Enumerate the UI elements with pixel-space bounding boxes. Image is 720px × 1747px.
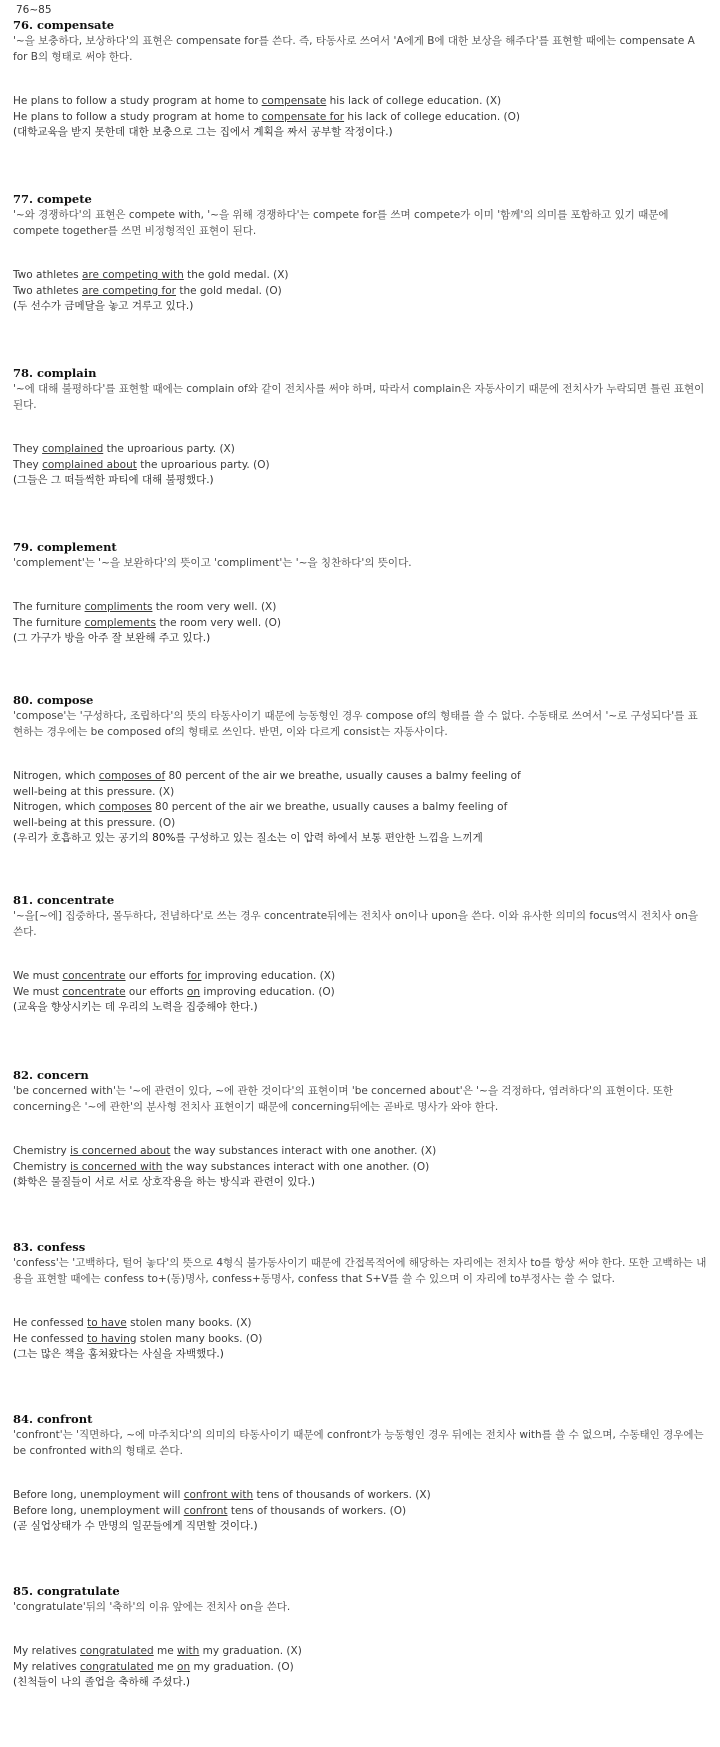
entry-title: 83. confess (13, 1240, 86, 1254)
example-line (13, 785, 707, 801)
entry-explanation: '~을[~에] 집중하다, 몰두하다, 전념하다'로 쓰는 경우 concentrate뒤에는 전치사 on이나 upon을 쓴다. 이와 유사한 의미의 focus역시 전치사 on을 쓴다. (13, 910, 699, 938)
example-block (13, 600, 707, 647)
text-segment: our efforts (125, 970, 187, 982)
example-line (13, 442, 707, 458)
entry-title: 76. compensate (13, 18, 115, 32)
text-segment: stolen many books. (X) (126, 1317, 252, 1329)
example-line (13, 985, 707, 1001)
text-segment: (우리가 호흡하고 있는 공기의 80%를 구성하고 있는 질소는 이 압력 하에서 보통 편안한 느낌을 느끼게 (13, 832, 483, 844)
underlined-phrase: compensate (261, 95, 327, 107)
text-segment: his lack of college education. (O) (344, 110, 520, 123)
translation-line (13, 473, 707, 489)
underlined-phrase: compensate for (261, 110, 345, 123)
underlined-phrase: to having (87, 1332, 137, 1345)
text-segment: Two athletes (13, 269, 82, 281)
example-block (13, 1644, 707, 1691)
text-segment: (친척들이 나의 졸업을 축하해 주셨다.) (13, 1676, 191, 1688)
text-segment: improving education. (X) (201, 970, 336, 982)
entry (13, 1584, 707, 1691)
example-line (13, 1488, 707, 1504)
text-segment: (그는 많은 책을 훔쳐왔다는 사실을 자백했다.) (13, 1348, 224, 1360)
underlined-phrase: confront (183, 1504, 228, 1517)
underlined-phrase: confront with (183, 1489, 254, 1501)
example-block (13, 769, 707, 847)
text-segment: Nitrogen, which (13, 770, 99, 782)
text-segment: the way substances interact with one another. (X) (170, 1145, 437, 1157)
entry-explanation: 'confess'는 '고백하다, 털어 놓다'의 뜻으로 4형식 불가동사이기 때문에 간접목적어에 해당하는 자리에는 전치사 to를 항상 써야 한다. 또한 고백하는 내용을 표현할 때에는 confess to+(동)명사, confess+동명사, confess that S+V를 쓸 수 있으며 이 자리에 to부정사는 쓸 수 없다. (13, 1257, 707, 1285)
entry-explanation: 'compose'는 '구성하다, 조립하다'의 뜻의 타동사이기 때문에 능동형인 경우 compose of의 형태를 쓸 수 없다. 수동태로 쓰여서 '~로 구성되다'를 표현하는 경우에는 be composed of의 형태로 쓰인다. 반면, 이와 다르게 consist는 자동사이다. (13, 710, 698, 738)
text-segment: the uproarious party. (O) (136, 458, 270, 471)
entry-explanation: 'congratulate'뒤의 '축하'의 이유 앞에는 전치사 on을 쓴다. (13, 1601, 291, 1613)
text-segment: well-being at this pressure. (X) (13, 785, 175, 798)
underlined-phrase: complained about (42, 458, 137, 471)
example-line (13, 268, 707, 284)
example-block (13, 1144, 707, 1191)
example-line (13, 769, 707, 785)
example-block (13, 1488, 707, 1535)
entry-explanation: '~와 경쟁하다'의 표현은 compete with, '~을 위해 경쟁하다'는 compete for를 쓰며 compete가 이미 '함께'의 의미를 포함하고 있기 때문에 compete together를 쓰면 비정형적인 표현이 된다. (13, 209, 669, 237)
text-segment: My relatives (13, 1660, 81, 1673)
text-segment: Before long, unemployment will (13, 1504, 184, 1517)
underlined-phrase: on (177, 1660, 191, 1673)
entry-title: 78. complain (13, 366, 97, 380)
example-line (13, 1660, 707, 1676)
example-line (13, 800, 707, 816)
text-segment: the gold medal. (O) (176, 284, 282, 297)
example-line (13, 1160, 707, 1176)
underlined-phrase: for (187, 970, 202, 982)
entry-explanation: 'complement'는 '~을 보완하다'의 뜻이고 'compliment'는 '~을 칭찬하다'의 뜻이다. (13, 557, 412, 569)
text-segment: (교육을 향상시키는 데 우리의 노력을 집중해야 한다.) (13, 1001, 258, 1013)
entry-title: 81. concentrate (13, 893, 115, 907)
entry (13, 18, 707, 141)
text-segment: We must (13, 970, 63, 982)
text-segment: (대학교육을 받지 못한데 대한 보충으로 그는 집에서 계획을 짜서 공부할 작정이다.) (13, 126, 393, 138)
text-segment: well-being at this pressure. (O) (13, 816, 176, 829)
example-line (13, 94, 707, 110)
text-segment: The furniture (13, 616, 85, 629)
text-segment: They (13, 443, 43, 455)
example-line (13, 458, 707, 474)
example-block (13, 969, 707, 1016)
text-segment: 80 percent of the air we breathe, usually causes a balmy feeling of (151, 801, 508, 813)
entry (13, 366, 707, 489)
translation-line (13, 1175, 707, 1191)
text-segment: me (153, 1660, 178, 1673)
text-segment: improving education. (O) (200, 985, 335, 998)
underlined-phrase: to have (87, 1317, 127, 1329)
example-block (13, 268, 707, 315)
text-segment: The furniture (13, 601, 85, 613)
entry-explanation: 'confront'는 '직면하다, ~에 마주치다'의 의미의 타동사이기 때문에 confront가 능동형인 경우 뒤에는 전치사 with를 쓸 수 없으며, 수동태인 경우에는 be confronted with의 형태로 쓴다. (13, 1429, 704, 1457)
text-segment: He confessed (13, 1317, 88, 1329)
text-segment: our efforts (125, 985, 187, 998)
underlined-phrase: concentrate (62, 985, 126, 998)
underlined-phrase: on (187, 985, 201, 998)
example-block (13, 442, 707, 489)
text-segment: his lack of college education. (X) (326, 95, 502, 107)
text-segment: tens of thousands of workers. (X) (253, 1489, 431, 1501)
text-segment: He plans to follow a study program at home to (13, 95, 262, 107)
example-line (13, 1504, 707, 1520)
text-segment: (곧 실업상태가 수 만명의 일꾼들에게 직면할 것이다.) (13, 1520, 258, 1532)
entry-title: 77. compete (13, 192, 92, 206)
text-segment: Two athletes (13, 284, 82, 297)
text-segment: He plans to follow a study program at home to (13, 110, 262, 123)
underlined-phrase: with (177, 1645, 200, 1657)
entry (13, 693, 707, 847)
underlined-phrase: compliments (84, 601, 153, 613)
example-line (13, 110, 707, 126)
text-segment: my graduation. (O) (190, 1660, 294, 1673)
translation-line (13, 1519, 707, 1535)
entry-title: 80. compose (13, 693, 94, 707)
entry (13, 1068, 707, 1191)
text-segment: Before long, unemployment will (13, 1489, 184, 1501)
underlined-phrase: is concerned about (70, 1145, 171, 1157)
underlined-phrase: are competing for (82, 284, 176, 297)
text-segment: He confessed (13, 1332, 88, 1345)
example-block (13, 1316, 707, 1363)
text-segment: the gold medal. (X) (183, 269, 289, 281)
entry-title: 84. confront (13, 1412, 93, 1426)
example-line (13, 284, 707, 300)
text-segment: (그들은 그 떠들썩한 파티에 대해 불평했다.) (13, 474, 214, 486)
entry-explanation: 'be concerned with'는 '~에 관련이 있다, ~에 관한 것이다'의 표현이며 'be concerned about'은 '~을 걱정하다, 염려하다'의 표현이다. 또한 concerning은 '~에 관한'의 분사형 전치사 표현이기 때문에 concerning뒤에는 곧바로 명사가 와야 한다. (13, 1085, 674, 1113)
example-line (13, 1332, 707, 1348)
text-segment: the way substances interact with one another. (O) (162, 1160, 430, 1173)
entry-title: 79. complement (13, 540, 117, 554)
text-segment: Nitrogen, which (13, 801, 99, 813)
translation-line (13, 1347, 707, 1363)
underlined-phrase: composes of (98, 770, 166, 782)
example-line (13, 600, 707, 616)
entry (13, 893, 707, 1016)
translation-line (13, 1000, 707, 1016)
entry-explanation: '~에 대해 불평하다'를 표현할 때에는 complain of와 같이 전치사를 써야 하며, 따라서 complain은 자동사이기 때문에 전치사가 누락되면 틀린 표현이 된다. (13, 383, 705, 411)
entry (13, 192, 707, 315)
underlined-phrase: congratulated (80, 1660, 154, 1673)
text-segment: tens of thousands of workers. (O) (227, 1504, 407, 1517)
entry-explanation: '~을 보충하다, 보상하다'의 표현은 compensate for를 쓴다. 즉, 타동사로 쓰여서 'A에게 B에 대한 보상을 해주다'를 표현할 때에는 compensate A for B의 형태로 써야 한다. (13, 35, 695, 63)
text-segment: (두 선수가 금메달을 놓고 겨루고 있다.) (13, 300, 194, 312)
text-segment: stolen many books. (O) (136, 1332, 263, 1345)
text-segment: the uproarious party. (X) (103, 443, 235, 455)
underlined-phrase: complements (84, 616, 156, 629)
underlined-phrase: are competing with (82, 269, 184, 281)
text-segment: We must (13, 985, 63, 998)
example-line (13, 1644, 707, 1660)
underlined-phrase: concentrate (62, 970, 126, 982)
text-segment: (화학은 물질들이 서로 서로 상호작용을 하는 방식과 관련이 있다.) (13, 1176, 315, 1188)
page-range-label: 76~85 (16, 4, 52, 16)
entry-title: 82. concern (13, 1068, 89, 1082)
translation-line (13, 831, 707, 847)
entry-title: 85. congratulate (13, 1584, 120, 1598)
example-line (13, 969, 707, 985)
example-line (13, 816, 707, 832)
translation-line (13, 1675, 707, 1691)
entry (13, 540, 707, 647)
translation-line (13, 299, 707, 315)
text-segment: (그 가구가 방을 아주 잘 보완해 주고 있다.) (13, 632, 211, 644)
underlined-phrase: is concerned with (70, 1160, 163, 1173)
text-segment: the room very well. (X) (152, 601, 277, 613)
underlined-phrase: congratulated (80, 1645, 154, 1657)
text-segment: My relatives (13, 1645, 81, 1657)
text-segment: Chemistry (13, 1160, 71, 1173)
text-segment: me (153, 1645, 178, 1657)
entry (13, 1412, 707, 1535)
example-line (13, 616, 707, 632)
translation-line (13, 125, 707, 141)
text-segment: 80 percent of the air we breathe, usually causes a balmy feeling of (165, 770, 521, 782)
entry (13, 1240, 707, 1363)
text-segment: Chemistry (13, 1145, 71, 1157)
example-block (13, 94, 707, 141)
text-segment: They (13, 458, 43, 471)
example-line (13, 1144, 707, 1160)
translation-line (13, 631, 707, 647)
underlined-phrase: complained (42, 443, 104, 455)
example-line (13, 1316, 707, 1332)
text-segment: the room very well. (O) (155, 616, 281, 629)
text-segment: my graduation. (X) (199, 1645, 302, 1657)
underlined-phrase: composes (98, 801, 152, 813)
